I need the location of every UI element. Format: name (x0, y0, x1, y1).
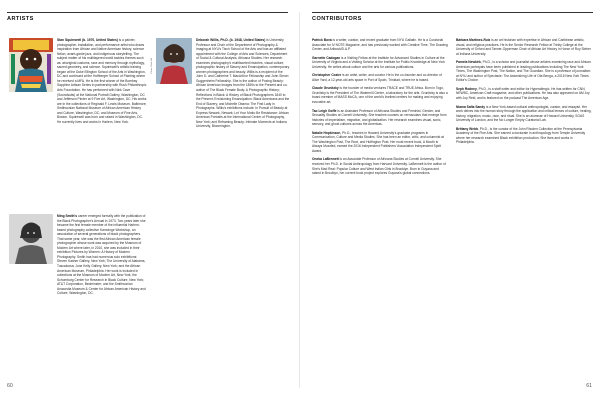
contributor-bio (456, 87, 592, 101)
contributors-column-2 (456, 38, 592, 149)
contributor-name: Pamela Newkirk (456, 60, 481, 65)
contributor-bio (312, 157, 448, 175)
contributor-text: is an artist, writer, and curator. He is the co-founder and co-director of Alice Yard, a 12-year-old arts space in Port of Spain, Trinidad, where he is based. (312, 73, 442, 82)
page-number-right: 61 (586, 383, 592, 389)
contributor-bio (456, 127, 592, 145)
contributor-name: Seph Rodney (456, 86, 477, 91)
contributor-text: , Ph.D., is the curator of the John Rhoden Collection at the Pennsylvania Academy of the Fine Arts. She earned a doctorate in anthropology from Temple University where her research examined Black exhibition production. She lives and works in Philadelphia. (456, 126, 586, 145)
artist-photo-deborah-willis (156, 38, 192, 84)
contributor-name: Brittany Webb (456, 126, 478, 131)
contributor-text: , Ph.D., is a staff writer and editor for Hyperallergic. He has written for CNN, NEWBC, American Craft magazine, and other publications. He has also appeared on AM Joy with Joy Reid, and is featured on the podcast The American Age. (456, 86, 590, 101)
contributor-name: Christopher Cozier (312, 73, 342, 78)
contributor-bio (456, 38, 592, 56)
contributor-bio (312, 38, 448, 52)
contributor-name: Garnette Cadogan (312, 55, 341, 60)
bio-name: Stan Squirewell (b. 1970, United States) (57, 38, 118, 42)
bio-ming-smith (57, 214, 147, 296)
contributor-bio (312, 73, 448, 82)
bio-squirewell-top (57, 38, 147, 124)
contributor-name: Niama Safia Sandy (456, 104, 486, 109)
contributor-text: is a New York-based cultural anthropologist, curator, and essayist. Her work delves into the human story through the application and critical lenses of culture, healing, history, migration, music, race, and ritual. She is an alumnae of Howard University, SOAS University of London, and the No Longer Empty Curatorial Lab. (456, 104, 592, 123)
bio-deborah-willis (196, 38, 290, 129)
contributor-text: is an art historian with expertise in African and Caribbean artistic, visual, and religious practices. He is the Senior Research Fellow at Trinity College at the University of Oxford and Tanner-Opperman Chair of African Art History in Honor of Roy Sieber at Indiana University. (456, 38, 591, 56)
bio-text: is a painter, photographer, installation, and performance artist who draws inspiration from African and Native American history, science fiction, avant-garde jazz, and indigenous storytelling. The subject matter of his multilayered world tackles themes such as: aboriginal customs, race and memory through mythology, sacred geometry, and science. Squirewell's artistic training began at the Duke Ellington School of the Arts in Washington, DC and continued at the Hoffberger School of Painting where he received a MFA. He is the first winner of the Bombay Sapphire Artisan Series in partnership with Rush Philanthropic Arts Foundation. He has performed with Nick Cave (Soundsuits) at the National Portrait Gallery, Washington, DC and Jefferson Pinder at 9 Five Art, Washington, DC. His works are in the collections of Reginald F. Lewis Museum, Baltimore; Smithsonian National Museum of African American History and Culture, Washington, DC; and Museum of Fine Arts, Boston. Squirewell was born and raised in Washington, DC. He currently lives and works in Harlem, New York. (57, 38, 147, 124)
contributor-name: Tao Leigh Goffe (312, 108, 337, 113)
contributor-bio (456, 105, 592, 123)
artist-photo-ming-smith (9, 214, 53, 264)
contributor-text: , Ph.D., teaches in Howard University's graduate programs in Communication, Culture and Media Studies. She has been an editor, critic, and columnist at The Washington Post, The Root, and Huffington Post. Her most recent book, A Mouth is Always Muzzled, earned the 2016 Independent Publishers' Association Independent Spirit Award. (312, 130, 444, 153)
bio-name: Ming Smith's (57, 214, 78, 218)
contributor-bio (312, 56, 448, 70)
contributor-name: Patrick Bova (312, 38, 332, 42)
photo-credit: Photo: Mark Hill (151, 58, 153, 74)
bio-name: Deborah Willis, Ph.D. (b. 1948, United States) (196, 38, 266, 42)
page-number-left: 60 (7, 383, 13, 389)
section-title-contributors: CONTRIBUTORS (312, 12, 593, 26)
contributor-name: Natalie Hopkinson (312, 130, 341, 135)
contributor-text: , Ph.D., is a scholar and journalist whose articles examining race and African American portrayals have been published in leading publications including The New York Times, The Washington Post, The Nation, and The Guardian. She is a professor of journalism at NYU and author of Spectacle: The Astonishing Life of Ota Benga, a 2015 New York Times Editor's Choice. (456, 60, 591, 83)
contributor-text: is an Assistant Professor of Africana Studies and Feminist, Gender, and Sexuality Studies at Cornell University. She teaches courses on vernaculars that emerge from histories of imperialism, migration, and globalization. Her research examines visual, sonic, sensory, and ghost cultures across the Americas. (312, 108, 447, 127)
section-title-artists: ARTISTS (7, 12, 288, 26)
contributor-name: Bárbara Martínez-Ruiz (456, 38, 491, 42)
contributor-text: is the founder of media ventures TRACE and TRUE Africa. Born in Togo, Grunitzky is the President of The Watermill Center, a laboratory for the arts. Grunitzky is also a board member of MASS MoCA, one of the world's liveliest centers for making and enjoying evocative art. (312, 86, 448, 105)
contributor-bio (312, 109, 448, 127)
bio-text: is University Professor and Chair of the Department of Photography & Imaging at NYU's Tisch School of the Arts and has an affiliated appointment with the College of Arts and Sciences, Department of Social & Cultural Analysis, Africana Studies. Her research examines photography's multifaceted histories, visual culture, photographic history of Slavery and Emancipation, contemporary women photographers and beauty. Willis is a recipient of the John D. and Catherine T. MacArthur Fellowship and John Simon Guggenheim Fellowship. She is the author of Posing Beauty: African American Images from the 1890s to the Present and co-author of The Black Female Body: A Photographic History; Reflections in Black: A History of Black Photographers 1840 to the Present; Envisioning Emancipation: Black Americans and the End of Slavery; and Michelle Obama: The First Lady in Photographs. Willis's exhibitions include: In Pursuit of Beauty at Express Newark, Newark; Let Your Motto Be Resistance: African American Portraits at the International Center of Photography, New York; and Reframing Beauty: Intimate Moments at Indiana University, Bloomington. (196, 38, 290, 129)
bio-text: career emerged formally with the publication of the Black Photographer's Annual in 1973. Two years later she became the first female member of the influential Harlem-based photography collective Kamoinge Workshop, an association of several generations of black photographers. That same year, she was the first African American female photographer whose work was acquired by the Museum of Modern Art where later, in 2010, she was included in their exhibition Pictures by Women: A History of Modern Photography. Smith has had numerous solo exhibitions: Steven Kasher Gallery, New York; The University of Alabama, Tuscaloosa; June Kelly Gallery, New York; and the African American Museum, Philadelphia. Her work is included in collections at the Museum of Modern Art, New York, the Schomburg Center for Research in Black Culture, New York; AT&T Corporation, Bedminster; and the Smithsonian Anacostia Museum & Center for African American History and Culture, Washington, DC. (57, 214, 146, 296)
contributor-bio (456, 60, 592, 83)
contributor-bio (312, 131, 448, 154)
contributor-text: is a Visiting Fellow at the Institute for Advanced Studies in Culture at the University of Virginia and a Visiting Scholar at the Institute for Public Knowledge at New York University. He writes about culture and the arts for various publications. (312, 55, 445, 69)
contributor-text: is a writer, curator, and recent graduate from NYU Gallatin. He is a Curatorial Associate for IV NOTE Magazine, and has previously worked with Creative Time, The Drawing Center, and Artbook/D.A.P. (312, 38, 448, 52)
right-page (300, 0, 600, 400)
contributor-name: Claude Grunitzky (312, 86, 339, 91)
artist-photo-squirewell (9, 38, 53, 92)
contributor-name: Oneka LaBennett (312, 157, 339, 162)
contributors-column-1 (312, 38, 448, 180)
contributor-text: is an Associate Professor of Africana Studies at Cornell University. She received her Ph.D. in Social Anthropology from Harvard University. LaBennett is the author of She's Mad Real: Popular Culture and West Indian Girls in Brooklyn. Born in Guyana and raised in Brooklyn, her current book project explores Guyana's global connections. (312, 157, 446, 176)
contributor-bio (312, 86, 448, 104)
